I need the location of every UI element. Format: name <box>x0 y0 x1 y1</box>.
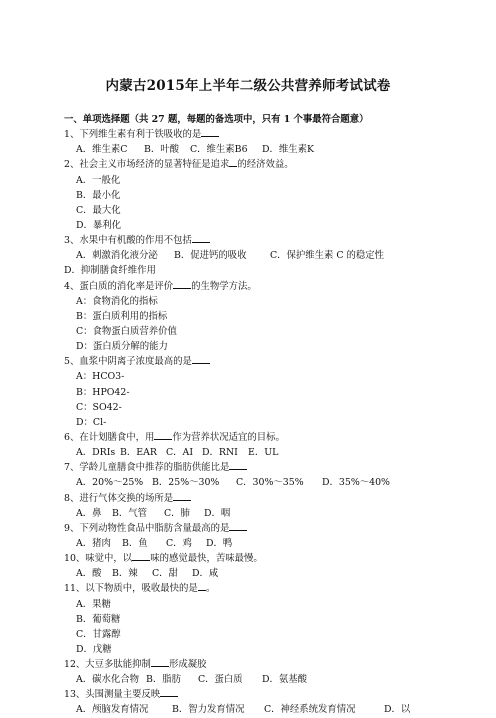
question-text: 6、在计划膳食中，用 <box>64 431 155 443</box>
option: A．鼻 <box>76 507 102 519</box>
question-text: 2、社会主义市场经济的显著特征是追求 <box>64 159 230 171</box>
question-7-options <box>64 475 444 490</box>
option: B：蛋白质利用的指标 <box>76 310 168 322</box>
option: A．猪肉 <box>76 537 111 549</box>
question-text: 12、大豆多肽能抑制 <box>64 659 151 671</box>
option: B．脂肪 <box>146 674 182 686</box>
option: A．一般化 <box>76 174 121 186</box>
option: C．维生素B6 <box>190 144 248 156</box>
option: A．维生素C <box>76 144 128 156</box>
option: D：Cl- <box>76 416 107 428</box>
answer-blank <box>154 430 172 440</box>
question-text: 3、水果中有机酸的作用不包括 <box>64 235 192 247</box>
option: A．DRIs <box>76 447 116 459</box>
option: A．20%～25% <box>76 477 144 489</box>
question-5 <box>64 354 444 369</box>
question-text-end: 的生物学方法。 <box>191 280 257 292</box>
question-6 <box>64 430 444 445</box>
option: B．最小化 <box>76 189 121 201</box>
option: C：食物蛋白质营养价值 <box>76 325 177 337</box>
answer-blank <box>198 581 206 591</box>
question-text-end: 作为营养状况适宜的目标。 <box>172 431 285 443</box>
option: C．甜 <box>152 568 178 580</box>
question-9-options <box>64 536 444 551</box>
option: B．气管 <box>112 507 148 519</box>
exam-title: 内蒙古2015年上半年二级公共营养师考试试卷 <box>105 78 391 94</box>
question-11 <box>64 581 444 596</box>
option: E．UL <box>248 447 279 459</box>
option: D．戊糖 <box>76 643 112 655</box>
question-text: 10、味觉中，以 <box>64 553 133 565</box>
option: D．暴利化 <box>76 219 122 231</box>
option: D．氨基酸 <box>262 674 308 686</box>
question-text-end: 形成凝胶 <box>168 659 207 671</box>
option: A：食物消化的指标 <box>76 295 158 307</box>
option: B．鱼 <box>122 537 148 549</box>
option: D．35%～40% <box>322 477 390 489</box>
option: C：SO42- <box>76 401 122 413</box>
question-text: 4、蛋白质的消化率是评价 <box>64 280 174 292</box>
question-text-end: 。 <box>205 583 216 595</box>
option: C．肺 <box>164 507 190 519</box>
answer-blank <box>173 279 191 289</box>
answer-blank <box>151 657 169 667</box>
question-7 <box>64 460 444 475</box>
option: D．RNI <box>202 447 238 459</box>
question-12-options <box>64 672 444 687</box>
question-text-end: 味的感觉最快，苦味最慢。 <box>150 553 263 565</box>
question-8 <box>64 491 444 506</box>
option: D．鸭 <box>206 537 233 549</box>
option: C．蛋白质 <box>198 674 243 686</box>
answer-blank <box>201 127 219 137</box>
question-10 <box>64 551 444 566</box>
question-2 <box>64 157 444 172</box>
option: D．以 <box>384 704 411 716</box>
question-text: 7、学龄儿童膳食中推荐的脂肪供能比是 <box>64 462 230 474</box>
question-text: 11、以下物质中，吸收最快的是 <box>64 583 198 595</box>
question-9 <box>64 521 444 536</box>
option: B．智力发育情况 <box>172 704 245 716</box>
option: C．AI <box>166 447 194 459</box>
question-3-options <box>64 248 444 263</box>
answer-blank <box>229 460 247 470</box>
question-text: 8、进行气体交换的场所是 <box>64 492 174 504</box>
question-8-options <box>64 506 444 521</box>
option: D．抑制膳食纤维作用 <box>64 265 156 277</box>
question-13 <box>64 687 444 702</box>
option: A：HCO3- <box>76 371 125 383</box>
option: A．果糖 <box>76 598 111 610</box>
option: B．EAR <box>120 447 157 459</box>
question-13-options <box>64 702 444 717</box>
option: B．促进钙的吸收 <box>174 250 247 262</box>
answer-blank <box>173 491 191 501</box>
question-12 <box>64 657 444 672</box>
option: D．咽 <box>204 507 231 519</box>
question-10-options <box>64 566 444 581</box>
option: B．叶酸 <box>144 144 180 156</box>
section-heading: 一、单项选择题（共 27 题，每题的备选项中，只有 1 个事最符合题意） <box>64 114 369 125</box>
option: C．保护维生素 C 的稳定性 <box>270 250 385 262</box>
option: C．鸡 <box>166 537 192 549</box>
option: A．刺激消化液分泌 <box>76 250 158 262</box>
question-3 <box>64 233 444 248</box>
option: C．最大化 <box>76 204 121 216</box>
option: B．葡萄糖 <box>76 613 121 625</box>
question-text-end: 的经济效益。 <box>237 159 294 171</box>
option: C．甘露醇 <box>76 628 121 640</box>
question-text: 13、头围测量主要反映 <box>64 689 161 701</box>
question-text: 1、下列维生素有利于铁吸收的是 <box>64 129 202 141</box>
question-list <box>64 112 444 718</box>
answer-blank <box>192 233 210 243</box>
option: B．25%～30% <box>152 477 220 489</box>
option: A．颅脑发育情况 <box>76 704 149 716</box>
option: A．酸 <box>76 568 102 580</box>
answer-blank <box>192 354 210 364</box>
option: C．30%～35% <box>236 477 304 489</box>
question-4 <box>64 279 444 294</box>
question-6-options <box>64 445 444 460</box>
question-text: 9、下列动物性食品中脂肪含量最高的是 <box>64 522 230 534</box>
question-text: 5、血浆中阴离子浓度最高的是 <box>64 356 192 368</box>
option: A．碳水化合物 <box>76 674 140 686</box>
option: D．维生素K <box>262 144 315 156</box>
option: D：蛋白质分解的能力 <box>76 341 168 353</box>
option: B：HPO42- <box>76 386 130 398</box>
option: B．辣 <box>112 568 138 580</box>
answer-blank <box>132 551 150 561</box>
question-1-options <box>64 142 444 157</box>
option: D．咸 <box>192 568 219 580</box>
option: C．神经系统发育情况 <box>264 704 356 716</box>
question-1 <box>64 127 444 142</box>
answer-blank <box>229 521 247 531</box>
answer-blank <box>160 687 178 697</box>
